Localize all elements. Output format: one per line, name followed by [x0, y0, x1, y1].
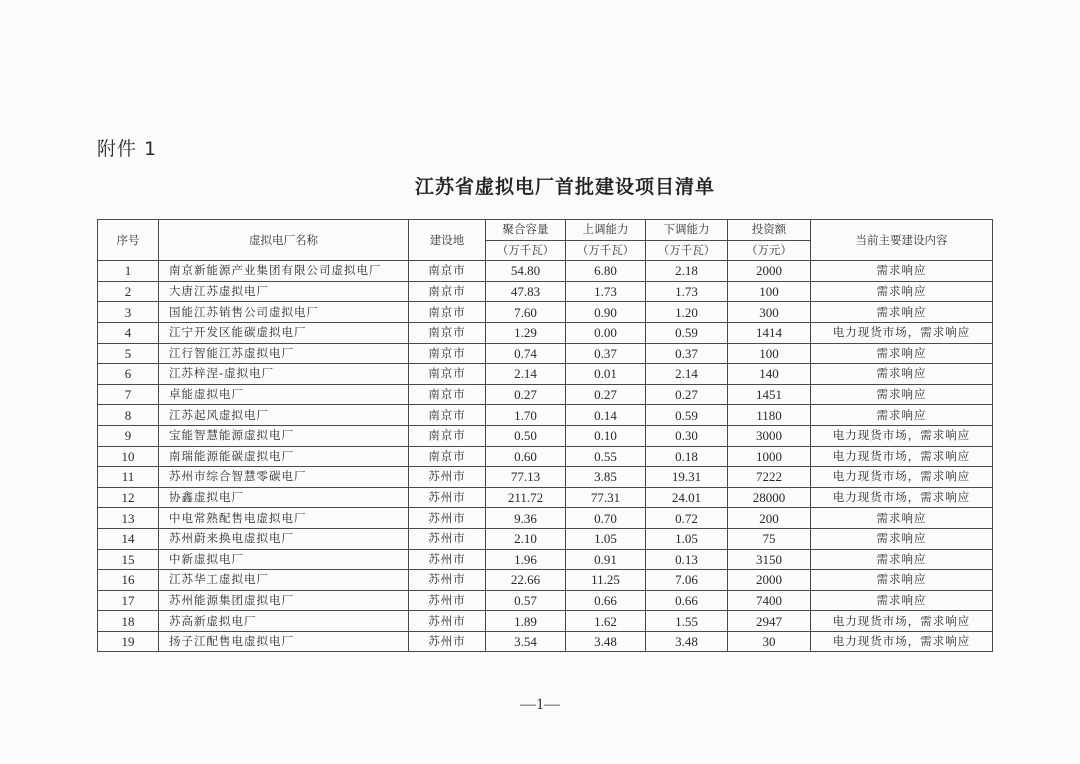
- table-body: [98, 261, 993, 652]
- table-row: [98, 302, 993, 323]
- row-content: 电力现货市场，需求响应: [811, 631, 993, 652]
- row-up-capacity: 1.05: [566, 528, 646, 549]
- row-capacity: 22.66: [486, 570, 566, 591]
- row-capacity: 211.72: [486, 487, 566, 508]
- row-investment: 7400: [728, 590, 811, 611]
- project-list-table: [97, 219, 993, 652]
- row-investment: 7222: [728, 467, 811, 488]
- row-name: 苏州能源集团虚拟电厂: [159, 590, 409, 611]
- table-row: [98, 611, 993, 632]
- header-investment: 投资额: [728, 220, 811, 241]
- row-location: 苏州市: [409, 467, 486, 488]
- table-row: [98, 425, 993, 446]
- row-name: 苏州市综合智慧零碳电厂: [159, 467, 409, 488]
- row-up-capacity: 11.25: [566, 570, 646, 591]
- row-up-capacity: 0.27: [566, 384, 646, 405]
- row-index: 14: [98, 528, 159, 549]
- row-location: 苏州市: [409, 528, 486, 549]
- row-up-capacity: 0.14: [566, 405, 646, 426]
- row-index: 15: [98, 549, 159, 570]
- row-name: 宝能智慧能源虚拟电厂: [159, 425, 409, 446]
- row-name: 苏州蔚来换电虚拟电厂: [159, 528, 409, 549]
- row-location: 苏州市: [409, 590, 486, 611]
- row-capacity: 1.96: [486, 549, 566, 570]
- table-row: [98, 467, 993, 488]
- row-name: 江宁开发区能碳虚拟电厂: [159, 322, 409, 343]
- row-index: 8: [98, 405, 159, 426]
- row-up-capacity: 0.01: [566, 364, 646, 385]
- header-capacity: 聚合容量: [486, 220, 566, 241]
- row-capacity: 1.29: [486, 322, 566, 343]
- row-up-capacity: 0.37: [566, 343, 646, 364]
- table-row: [98, 261, 993, 282]
- row-down-capacity: 1.20: [646, 302, 728, 323]
- row-index: 2: [98, 281, 159, 302]
- row-investment: 3150: [728, 549, 811, 570]
- row-up-capacity: 6.80: [566, 261, 646, 282]
- table-row: [98, 405, 993, 426]
- row-capacity: 7.60: [486, 302, 566, 323]
- table-row: [98, 322, 993, 343]
- row-up-capacity: 0.10: [566, 425, 646, 446]
- row-down-capacity: 0.30: [646, 425, 728, 446]
- row-location: 苏州市: [409, 508, 486, 529]
- row-down-capacity: 0.18: [646, 446, 728, 467]
- row-investment: 75: [728, 528, 811, 549]
- row-investment: 100: [728, 343, 811, 364]
- row-name: 国能江苏销售公司虚拟电厂: [159, 302, 409, 323]
- row-name: 协鑫虚拟电厂: [159, 487, 409, 508]
- row-up-capacity: 77.31: [566, 487, 646, 508]
- row-name: 江行智能江苏虚拟电厂: [159, 343, 409, 364]
- row-investment: 1414: [728, 322, 811, 343]
- row-location: 南京市: [409, 405, 486, 426]
- row-content: 电力现货市场，需求响应: [811, 611, 993, 632]
- row-capacity: 1.89: [486, 611, 566, 632]
- row-content: 需求响应: [811, 261, 993, 282]
- row-name: 大唐江苏虚拟电厂: [159, 281, 409, 302]
- row-up-capacity: 3.48: [566, 631, 646, 652]
- row-up-capacity: 1.62: [566, 611, 646, 632]
- row-name: 中新虚拟电厂: [159, 549, 409, 570]
- row-content: 需求响应: [811, 570, 993, 591]
- row-location: 南京市: [409, 364, 486, 385]
- row-up-capacity: 3.85: [566, 467, 646, 488]
- header-location: 建设地: [409, 220, 486, 261]
- row-down-capacity: 0.59: [646, 405, 728, 426]
- row-capacity: 54.80: [486, 261, 566, 282]
- row-location: 南京市: [409, 384, 486, 405]
- row-investment: 2947: [728, 611, 811, 632]
- row-down-capacity: 0.59: [646, 322, 728, 343]
- row-index: 1: [98, 261, 159, 282]
- row-down-capacity: 0.37: [646, 343, 728, 364]
- row-index: 5: [98, 343, 159, 364]
- row-content: 电力现货市场，需求响应: [811, 446, 993, 467]
- row-capacity: 0.57: [486, 590, 566, 611]
- row-name: 江苏华工虚拟电厂: [159, 570, 409, 591]
- row-location: 南京市: [409, 343, 486, 364]
- row-investment: 1451: [728, 384, 811, 405]
- row-index: 6: [98, 364, 159, 385]
- row-index: 16: [98, 570, 159, 591]
- row-down-capacity: 0.66: [646, 590, 728, 611]
- row-index: 18: [98, 611, 159, 632]
- row-index: 4: [98, 322, 159, 343]
- header-index: 序号: [98, 220, 159, 261]
- row-index: 17: [98, 590, 159, 611]
- row-up-capacity: 0.66: [566, 590, 646, 611]
- header-up-unit: （万千瓦）: [566, 240, 646, 261]
- row-index: 3: [98, 302, 159, 323]
- row-down-capacity: 0.72: [646, 508, 728, 529]
- row-investment: 28000: [728, 487, 811, 508]
- row-index: 10: [98, 446, 159, 467]
- row-investment: 1000: [728, 446, 811, 467]
- row-investment: 200: [728, 508, 811, 529]
- table-row: [98, 364, 993, 385]
- row-capacity: 0.50: [486, 425, 566, 446]
- row-name: 江苏梓涅-虚拟电厂: [159, 364, 409, 385]
- table-row: [98, 570, 993, 591]
- header-up: 上调能力: [566, 220, 646, 241]
- row-up-capacity: 0.55: [566, 446, 646, 467]
- row-content: 需求响应: [811, 384, 993, 405]
- row-content: 需求响应: [811, 405, 993, 426]
- row-investment: 100: [728, 281, 811, 302]
- table-row: [98, 384, 993, 405]
- row-content: 需求响应: [811, 549, 993, 570]
- row-index: 9: [98, 425, 159, 446]
- row-capacity: 9.36: [486, 508, 566, 529]
- row-down-capacity: 7.06: [646, 570, 728, 591]
- row-down-capacity: 1.55: [646, 611, 728, 632]
- header-investment-unit: （万元）: [728, 240, 811, 261]
- row-name: 南瑞能源能碳虚拟电厂: [159, 446, 409, 467]
- row-down-capacity: 19.31: [646, 467, 728, 488]
- row-content: 电力现货市场，需求响应: [811, 467, 993, 488]
- row-investment: 3000: [728, 425, 811, 446]
- attachment-label: 附件 1: [97, 138, 158, 160]
- table-row: [98, 528, 993, 549]
- row-capacity: 2.14: [486, 364, 566, 385]
- row-down-capacity: 24.01: [646, 487, 728, 508]
- row-content: 电力现货市场，需求响应: [811, 487, 993, 508]
- row-name: 中电常熟配售电虚拟电厂: [159, 508, 409, 529]
- row-content: 需求响应: [811, 508, 993, 529]
- row-capacity: 2.10: [486, 528, 566, 549]
- row-content: 电力现货市场，需求响应: [811, 322, 993, 343]
- row-capacity: 0.74: [486, 343, 566, 364]
- row-index: 19: [98, 631, 159, 652]
- row-location: 南京市: [409, 281, 486, 302]
- row-investment: 2000: [728, 570, 811, 591]
- row-index: 13: [98, 508, 159, 529]
- row-location: 南京市: [409, 425, 486, 446]
- row-location: 南京市: [409, 322, 486, 343]
- table-row: [98, 631, 993, 652]
- row-down-capacity: 0.13: [646, 549, 728, 570]
- header-capacity-unit: （万千瓦）: [486, 240, 566, 261]
- row-down-capacity: 0.27: [646, 384, 728, 405]
- row-location: 苏州市: [409, 487, 486, 508]
- table-row: [98, 446, 993, 467]
- row-content: 需求响应: [811, 302, 993, 323]
- row-capacity: 0.27: [486, 384, 566, 405]
- header-down: 下调能力: [646, 220, 728, 241]
- header-down-unit: （万千瓦）: [646, 240, 728, 261]
- row-location: 苏州市: [409, 631, 486, 652]
- document-title: 江苏省虚拟电厂首批建设项目清单: [414, 176, 715, 198]
- row-up-capacity: 0.00: [566, 322, 646, 343]
- row-investment: 1180: [728, 405, 811, 426]
- row-location: 苏州市: [409, 570, 486, 591]
- table-row: [98, 590, 993, 611]
- row-capacity: 77.13: [486, 467, 566, 488]
- row-name: 扬子江配售电虚拟电厂: [159, 631, 409, 652]
- row-up-capacity: 1.73: [566, 281, 646, 302]
- row-content: 需求响应: [811, 364, 993, 385]
- row-investment: 2000: [728, 261, 811, 282]
- row-location: 南京市: [409, 261, 486, 282]
- row-capacity: 1.70: [486, 405, 566, 426]
- row-index: 12: [98, 487, 159, 508]
- row-location: 苏州市: [409, 611, 486, 632]
- row-down-capacity: 3.48: [646, 631, 728, 652]
- table-header: [98, 220, 993, 261]
- table-row: [98, 487, 993, 508]
- table-row: [98, 508, 993, 529]
- row-content: 电力现货市场，需求响应: [811, 425, 993, 446]
- row-content: 需求响应: [811, 281, 993, 302]
- row-investment: 30: [728, 631, 811, 652]
- table-row: [98, 343, 993, 364]
- row-name: 江苏起风虚拟电厂: [159, 405, 409, 426]
- page-number: —1—: [520, 696, 560, 713]
- row-investment: 140: [728, 364, 811, 385]
- row-investment: 300: [728, 302, 811, 323]
- row-up-capacity: 0.70: [566, 508, 646, 529]
- row-name: 卓能虚拟电厂: [159, 384, 409, 405]
- row-name: 苏高新虚拟电厂: [159, 611, 409, 632]
- row-index: 7: [98, 384, 159, 405]
- row-capacity: 0.60: [486, 446, 566, 467]
- row-location: 南京市: [409, 446, 486, 467]
- row-down-capacity: 1.73: [646, 281, 728, 302]
- row-capacity: 47.83: [486, 281, 566, 302]
- row-index: 11: [98, 467, 159, 488]
- row-location: 苏州市: [409, 549, 486, 570]
- row-capacity: 3.54: [486, 631, 566, 652]
- row-content: 需求响应: [811, 590, 993, 611]
- header-name: 虚拟电厂名称: [159, 220, 409, 261]
- row-location: 南京市: [409, 302, 486, 323]
- header-content: 当前主要建设内容: [811, 220, 993, 261]
- row-content: 需求响应: [811, 343, 993, 364]
- row-up-capacity: 0.90: [566, 302, 646, 323]
- row-down-capacity: 1.05: [646, 528, 728, 549]
- table-row: [98, 281, 993, 302]
- row-down-capacity: 2.18: [646, 261, 728, 282]
- table-row: [98, 549, 993, 570]
- row-up-capacity: 0.91: [566, 549, 646, 570]
- row-name: 南京新能源产业集团有限公司虚拟电厂: [159, 261, 409, 282]
- row-content: 需求响应: [811, 528, 993, 549]
- row-down-capacity: 2.14: [646, 364, 728, 385]
